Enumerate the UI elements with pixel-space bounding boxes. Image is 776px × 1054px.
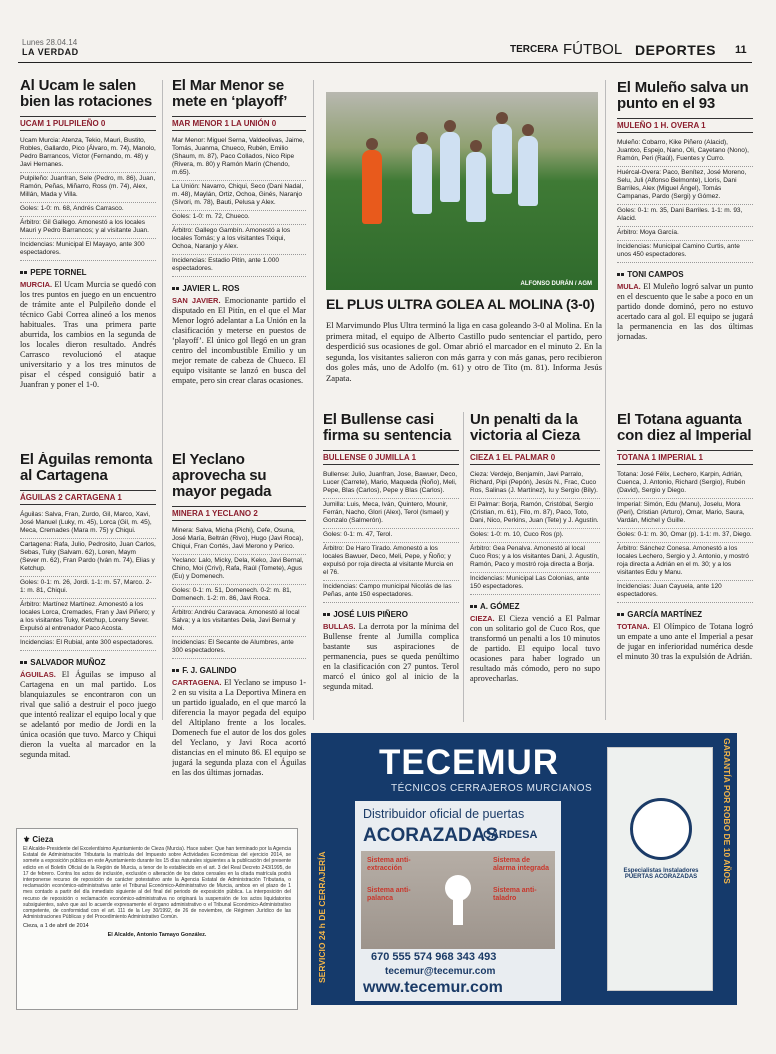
article-headline: El Mar Menor se mete en ‘playoff’	[172, 78, 288, 110]
match-score: BULLENSE 0 JUMILLA 1	[323, 450, 459, 465]
goals: Goles: 1-0: m. 72, Chueco.	[172, 211, 306, 225]
incidents: Incidencias: El Secante de Alumbres, ante 300 espectadores.	[172, 637, 306, 659]
author-byline: JAVIER L. ROS	[172, 284, 306, 293]
author-byline: A. GÓMEZ	[470, 602, 600, 611]
lineup-home: Minera: Salva, Micha (Pichi), Cefe, Osuna, José María, Beltrán (Rivo), Hugo (Javi Roca), Chiqui, Fran Cortés, Javi Merono y Perico.	[172, 525, 306, 555]
certification-badge-icon	[630, 798, 692, 860]
lineup-home: Muleño: Cobarro, Kike Piñero (Alacid), Juantxo, Espejo, Nano, Oli, Cayetano (Nono), Ramón, Peri (Raúl), Fuentes y Curro.	[617, 137, 753, 167]
lineup-home: Mar Menor: Miguel Serna, Valdeolivas, Jaime, Tomás, Juanma, Chueco, Rubén, Emilio (Shaum, m. 87), Paco Collados, Nico Ripe (Rivera, m. 80) y Ramón Marín (Chendo, m.65).	[172, 135, 306, 181]
match-score: MAR MENOR 1 LA UNIÓN 0	[172, 116, 306, 131]
player-figure	[440, 132, 460, 202]
author-byline: TONI CAMPOS	[617, 270, 753, 279]
article-mar-menor	[172, 78, 306, 438]
referee: Árbitro: Gil Gallego. Amonestó a los locales Mauri y Pedro Barrancos; y al visitante Juan.	[20, 217, 156, 239]
issue-date: Lunes 28.04.14	[22, 38, 78, 47]
goals: Goles: 0-1: m. 30, Omar (p). 1-1: m. 37, Diego.	[617, 529, 753, 543]
article-headline: El Yeclano aprovecha su mayor pegada	[172, 452, 272, 500]
photo-credit: ALFONSO DURÁN / AGM	[520, 281, 592, 287]
section-label-deportes: DEPORTES	[635, 42, 717, 58]
section-label-futbol: FÚTBOL	[563, 41, 623, 58]
keyhole-icon	[453, 895, 463, 925]
lineup-away: Pulpileño: Juanfran, Sele (Pedro, m. 86), Juan, Ramón, Peñas, Miñarro, Ross (m. 74), Alex, Millán, Mada y Villa.	[20, 173, 156, 203]
author-byline: JOSÉ LUIS PIÑERO	[323, 610, 459, 619]
referee: Árbitro: De Haro Tirado. Amonestó a los locales Bawuer, Deco, Meli, Pepe, y Ñoño; y expulsó por roja directa al visitante Murcia en el 76.	[323, 543, 459, 581]
lineup-home: Ucam Murcia: Atenza, Tekio, Mauri, Bustito, Robles, Gallardo, Pico (Álvaro, m. 74), Manolo, Pedro Barrancos, Víctor (Fernando, m. 48) y Javi Hernanes.	[20, 135, 156, 173]
article-headline: El Muleño salva un punto en el 93	[617, 80, 749, 112]
article-body: SAN JAVIER. Emocionante partido el disputado en El Pitín, en el que el Mar Menor logró adelantar a La Unión en la clasificación y meterse en puestos de ‘playoff’. El único gol llegó en un gran centro del incombustible Emilio y un mejor remate de cabeza de Chueco. El equipo visitante se lanzó en busca del empate, pero sin crear claras ocasiones.	[172, 296, 306, 385]
referee: Árbitro: Andréu Caravaca. Amonestó al local Salva; y a los visitantes Dela, Javi Bernal y Moi.	[172, 607, 306, 637]
match-score: CIEZA 1 EL PALMAR 0	[470, 450, 600, 465]
match-score: MULEÑO 1 H. OVERA 1	[617, 118, 753, 133]
referee: Árbitro: Gallego Gambín. Amonestó a los locales Tomás; y a los visitantes Txiqui, Ochoa, Naranjo y Alex.	[172, 225, 306, 255]
author-byline: SALVADOR MUÑOZ	[20, 658, 156, 667]
notice-date: Cieza, a 1 de abril de 2014	[23, 923, 89, 930]
match-score: MINERA 1 YECLANO 2	[172, 506, 306, 521]
lineup-away: Imperial: Simón, Edu (Manu), Joselu, Mora (Peri), Cristian (Arturo), Omar, Mario, Saura, Vardán, Michel y Guille.	[617, 499, 753, 529]
referee: Árbitro: Sánchez Conesa. Amonestó a los locales Lechero, Sergio y J. Antonio, y mostró roja directa a Adrián en el m. 30; y a los visitantes Edu y Manu.	[617, 543, 753, 581]
goals: Goles: 0-1: m. 51, Domenech. 0-2: m. 81, Domenech. 1-2: m. 86, Javi Roca.	[172, 585, 306, 607]
article-bullense	[323, 412, 459, 724]
photo-caption-title: EL PLUS ULTRA GOLEA AL MOLINA (3-0)	[326, 296, 595, 312]
referee: Árbitro: Gea Penalva. Amonestó al local Cuco Ros; y a los visitantes Dani, J. Agustín, Ramón, Paco y mostró roja directa a Borja.	[470, 543, 600, 573]
newspaper-name: LA VERDAD	[22, 47, 79, 57]
article-body: MULA. El Muleño logró salvar un punto en el descuento que le sabe a poco en un partido donde dominó, pero no estuvo acertado cara al gol. El equipo se jugará la permanencia en las dos últimas jornadas.	[617, 282, 753, 341]
header-rule	[18, 62, 752, 63]
incidents: Incidencias: Juan Cayuela, ante 120 espectadores.	[617, 581, 753, 603]
lineup-away: La Unión: Navarro, Chiqui, Seco (Dani Nadal, m. 48), Maylán, Ortiz, Ochoa, Ginés, Naranjo (Sívori, m. 78), Bauti, Pelusa y Alex.	[172, 181, 306, 211]
ad-guarantee-vertical: GARANTÍA POR ROBO DE 10 AÑOS	[722, 738, 732, 884]
page-number: 11	[735, 44, 747, 56]
ad-brand: TECEMUR	[379, 743, 560, 782]
lineup-away: Huércal-Overa: Paco, Benítez, José Moreno, Selu, Juli (Alfonso Belmonte), Lloris, Dani Barriles, Alex (Miguel Ángel), Tomás Campanas, Pardo (Sergi) y Gómez.	[617, 167, 753, 205]
referee: Árbitro: Martínez Martínez. Amonestó a los locales Lorca, Cremades, Fran y Javi Piñero; y a los visitantes Tuky, Ketchup, Loreny Sever. Expulsó al entrenador Paco Acosta.	[20, 599, 156, 637]
goals: Goles: 1-0: m. 68, Andrés Carrasco.	[20, 203, 156, 217]
article-totana	[617, 412, 753, 724]
incidents: Incidencias: El Rubial, ante 300 espectadores.	[20, 637, 156, 651]
incidents: Incidencias: Municipal El Mayayo, ante 300 espectadores.	[20, 239, 156, 261]
author-byline: GARCÍA MARTÍNEZ	[617, 610, 753, 619]
lineup-away: Jumilla: Luis, Meca, Iván, Quintero, Mounir, Ferrán, Nacho, Glori (Alex), Terol (Ismael) y Gonzalo (Salmerón).	[323, 499, 459, 529]
lineup-away: Yeclano: Lalo, Micky, Dela, Keko, Javi Bernal, Chino, Moi (Crivi), Rafa, Raúl (Tomete), Agus (Eu) y Domenech.	[172, 555, 306, 585]
match-score: ÁGUILAS 2 CARTAGENA 1	[20, 490, 156, 505]
notice-signature: El Alcalde, Antonio Tamayo González.	[107, 932, 207, 939]
section-label-tercera: TERCERA	[510, 44, 559, 55]
ad-phone[interactable]: 670 555 574 968 343 493	[371, 951, 497, 963]
article-headline: El Totana aguanta con diez al Imperial	[617, 412, 752, 444]
tecemur-advertisement[interactable]	[311, 733, 737, 1005]
article-body: CARTAGENA. El Yeclano se impuso 1-2 en su visita a La Deportiva Minera en un partido igualado, en el que marcó la diferencia la mayor pegada del equipo del Altiplano frente a los locales. Domenech fue el autor de los dos goles del Yeclano, y Javi Roca acortó distancias en el minuto 86. El equipo se jugará la segunda plaza con el Águilas en las dos últimas jornadas.	[172, 678, 306, 777]
lineup-home: Cieza: Verdejo, Benjamín, Javi Parralo, Richard, Pipi (Pepón), Jesús N., Frac, Cuco Ros, Salinas (J. Martínez), Iu y Sergio (Bily).	[470, 469, 600, 499]
match-score: UCAM 1 PULPILEÑO 0	[20, 116, 156, 131]
player-figure	[466, 152, 486, 222]
ad-website[interactable]: www.tecemur.com	[363, 979, 503, 996]
incidents: Incidencias: Municipal Camino Curtis, ante unos 450 espectadores.	[617, 241, 753, 263]
goals: Goles: 0-1: m. 26, Jordi. 1-1: m. 57, Marco. 2-1: m. 81, Chiqui.	[20, 577, 156, 599]
article-headline: Al Ucam le salen bien las rotaciones	[20, 78, 153, 110]
article-body: CIEZA. El Cieza venció a El Palmar con un solitario gol de Cuco Ros, que transformó un penalti a los 10 minutos de partido. El equipo local tuvo ocasiones para haber logrado un resultado más cómodo, pero no supo aprovecharlas.	[470, 614, 600, 683]
goals: Goles: 0-1: m. 35, Dani Barriles. 1-1: m. 93, Alacid.	[617, 205, 753, 227]
ad-partner-brand: CARDESA	[483, 829, 538, 841]
ad-product-text: ACORAZADAS	[363, 825, 499, 846]
door-lock-image	[361, 851, 555, 949]
article-yeclano	[172, 452, 306, 822]
goals: Goles: 0-1: m. 47, Terol.	[323, 529, 459, 543]
lineup-away: Cartagena: Rafa, Julio, Pedrosito, Juan Carlos, Sebas, Tuky (Salvam. 62), Loren, Maym (Sever m. 62), Fran Pardo (Iván m. 74), Elias y Ketchup.	[20, 539, 156, 577]
column-divider	[463, 412, 464, 722]
article-body: BULLAS. La derrota por la mínima del Bullense frente al Jumilla complica bastante sus aspiraciones de permanencia, pues se queda penúltimo en la clasificación con 27 puntos. Terol marcó el único gol al inicio de la segunda mitad.	[323, 622, 459, 691]
article-headline: El Bullense casi firma su sentencia	[323, 412, 452, 444]
ad-door-poster	[607, 747, 713, 991]
author-byline: F. J. GALINDO	[172, 666, 306, 675]
notice-text: El Alcalde-Presidente del Excelentísimo Ayuntamiento de Cieza (Murcia). Hace saber: Que han terminado por la Agencia Estatal de Administración Tributaria la matrícula del Impuesto sobre Actividades Económicas del ejercicio 2014, se somete a exposición pública en este Ayuntamiento durante los 15 días naturales siguientes a la publicación del presente edicto en el Boletín Oficial de la Región de Murcia, a tenor de lo establecido en el art. 3 del Real Decreto 243/1995, de 17 de febrero. Contra los actos de inclusión, exclusión o alteración de los datos censales en la citada matrícula podrá interponerse recurso de reposición de carácter potestativo ante la Agencia Estatal de Administración Tributaria, o reclamación económico-administrativa ante el Tribunal Económico-Administrativo de Murcia, ambos en el plazo de 1 mes contado a partir del día inmediato siguiente al del final del periodo de exposición pública. La interposición del recurso de reposición o reclamación económico-administrativa no originará la suspensión de los actos liquidatorios subsiguientes, salvo que así lo acuerde expresamente el órgano administrativo o el Tribunal Económico-Administrativo competente, de conformidad con el art. 111 de la Ley 30/1992, de 26 de noviembre, de Régimen Jurídico de las Administraciones Públicas y del Procedimiento Administrativo Común.	[23, 846, 291, 921]
article-body: TOTANA. El Olímpico de Totana logró un empate a uno ante el Imperial a pesar de jugar en inferioridad numérica desde el minuto 30 tras la expulsión de Adrián.	[617, 622, 753, 661]
match-score: TOTANA 1 IMPERIAL 1	[617, 450, 753, 465]
ad-distributor-text: Distribuidor oficial de puertas	[363, 807, 525, 821]
article-body: MURCIA. El Ucam Murcia se quedó con los tres puntos en juego en un encuentro de trámite ante el Pulpileño donde el técnico Gabi Correa alineó a los menos habituales. Tras una primera parte aburrida, los cambios en la segunda de los locales dieron resultado. Andrés Carrasco revolucionó el ataque universitario y a los tres minutos de pisar el césped consiguió batir a Juanfran y poner el 1-0.	[20, 280, 156, 389]
incidents: Incidencias: Campo municipal Nicolás de las Peñas, ante 150 espectadores.	[323, 581, 459, 603]
article-ucam	[20, 78, 156, 438]
ad-subtitle: TÉCNICOS CERRAJEROS MURCIANOS	[391, 783, 593, 794]
ad-email[interactable]: tecemur@tecemur.com	[385, 966, 496, 977]
ad-feature-label: Sistema de alarma integrada	[493, 857, 550, 872]
article-headline: El Águilas remonta al Cartagena	[20, 452, 153, 484]
column-divider	[605, 80, 606, 720]
match-photo	[326, 92, 598, 290]
lineup-home: Bullense: Julio, Juanfran, Jose, Bawuer, Deco, Lucer (Carrete), Mario, Maqueda (Ñoño), Meli, Pepe, Blas (Carlos), Pepe y Blas (Carlos).	[323, 469, 459, 499]
incidents: Incidencias: Estadio Pitín, ante 1.000 espectadores.	[172, 255, 306, 277]
lineup-home: Totana: José Félix, Lechero, Karpin, Adrián, Cuenca, J. Antonio, Richard (Sergio), Rubén (David), Sergio y Diego.	[617, 469, 753, 499]
public-notice	[16, 828, 298, 1010]
article-muleno	[617, 80, 753, 390]
lineup-home: Águilas: Salva, Fran, Zurdo, Gil, Marco, Xavi, José Manuel (Luky, m. 45), Lorca (Gil, m. 45), Meca, Cremades (Mara m. 75) y Chiqui.	[20, 509, 156, 539]
incidents: Incidencias: Municipal Las Colonias, ante 150 espectadores.	[470, 573, 600, 595]
ad-service-vertical: SERVICIO 24 h DE CERRAJERÍA	[317, 851, 327, 983]
article-cieza	[470, 412, 600, 724]
ad-product-box	[355, 801, 561, 1001]
referee: Árbitro: Moya García.	[617, 227, 753, 241]
player-figure	[412, 144, 432, 214]
author-byline: PEPE TORNEL	[20, 268, 156, 277]
ad-feature-label: Sistema anti-taladro	[493, 887, 537, 902]
lineup-away: El Palmar: Borja, Ramón, Cristóbal, Sergio (Cristian, m. 61), Filo, m. 87), Paco, Toto, Dani, Nico, Perkins, Juan (Tete) y J. Agustín.	[470, 499, 600, 529]
referee-figure	[362, 150, 382, 224]
photo-caption-text: El Marvimundo Plus Ultra terminó la liga en casa goleando 3-0 al Molina. En la primera mitad, el equipo de Alberto Castillo pudo sentenciar el partido, pero desperdició sus ocasiones de gol. Omar abrió el marcador en el minuto 2. En la segunda, los visitantes salieron con más garra y con más ganas, pero recibieron dos goles más, uno de Adolfo (m. 61) y otro de Tito (m. 81). Informa Jesús Zapata.	[326, 320, 602, 383]
goals: Goles: 1-0: m. 10, Cuco Ros (p).	[470, 529, 600, 543]
ad-feature-label: Sistema anti-palanca	[367, 887, 411, 902]
article-aguilas	[20, 452, 156, 822]
column-divider	[162, 80, 163, 720]
player-figure	[518, 136, 538, 206]
column-divider	[313, 80, 314, 720]
player-figure	[492, 124, 512, 194]
article-body: ÁGUILAS. El Águilas se impuso al Cartagena en un mal partido. Los blanquiazules se encontraron con un rival que salió a destruir el poco juego que intentó realizar el equipo local y que se adelantó por medio de Jordi en la única ocasión que tuvo. Marco y Chiqui dieron la vuelta al marcador en la segunda mitad.	[20, 670, 156, 759]
ad-feature-label: Sistema anti-extracción	[367, 857, 411, 872]
cieza-logo: ⚜ Cieza	[23, 835, 54, 844]
badge-text: Especialistas Instaladores PUERTAS ACORAZADAS	[623, 868, 699, 880]
article-headline: Un penalti da la victoria al Cieza	[470, 412, 580, 444]
